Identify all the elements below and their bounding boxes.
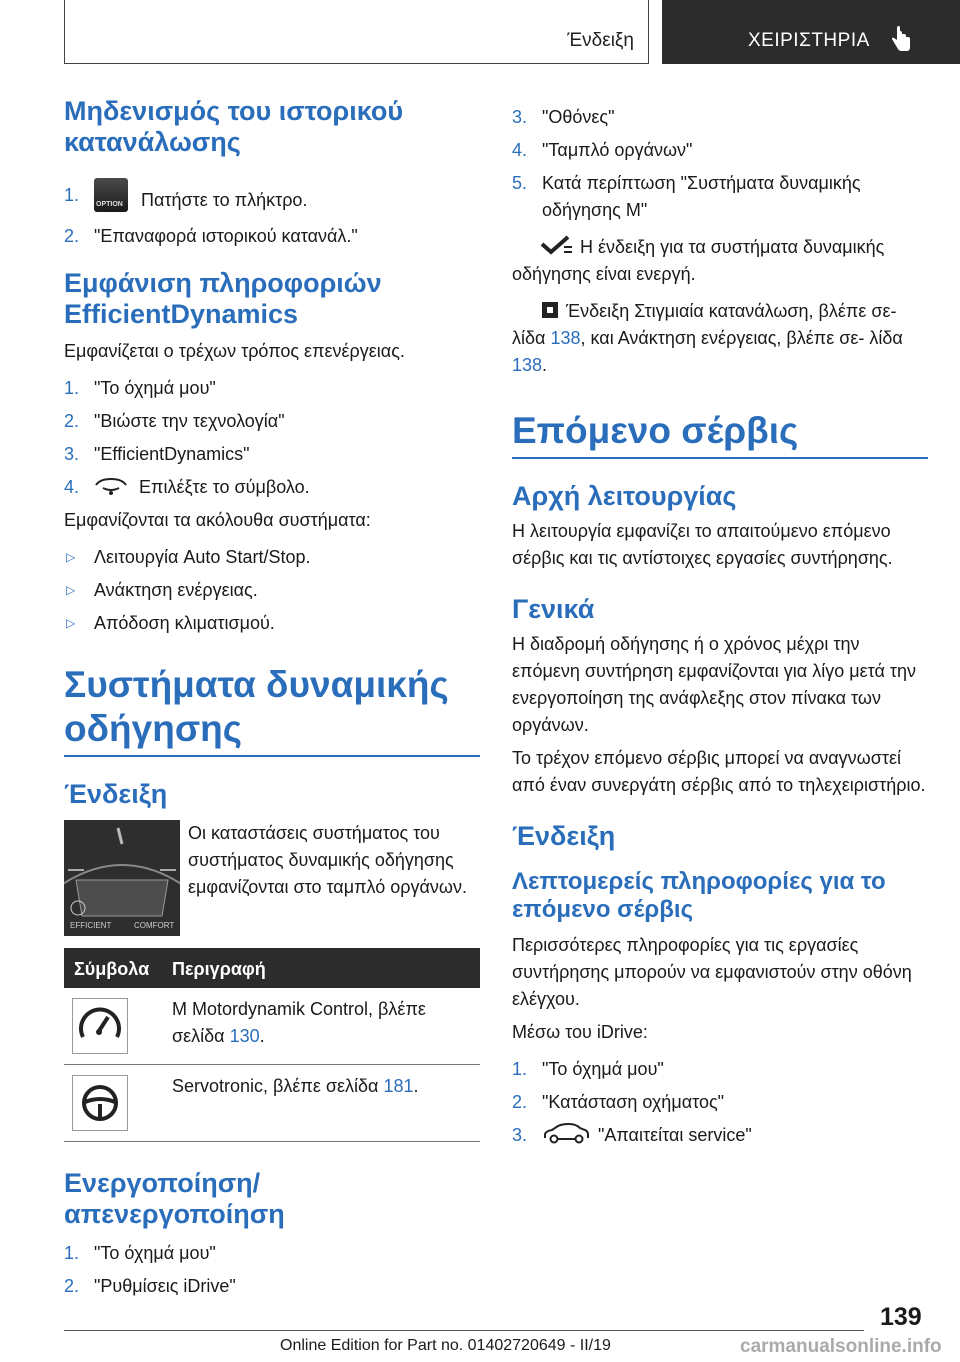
- option-button-icon: OPTION: [94, 178, 128, 212]
- header-section-label: Ένδειξη: [567, 30, 634, 51]
- cluster-label-comfort: COMFORT: [134, 921, 175, 930]
- idrive-intro: Μέσω του iDrive:: [512, 1022, 648, 1042]
- page-link-138-a[interactable]: 138: [550, 328, 581, 348]
- service-display-title: Ένδειξη: [512, 821, 616, 851]
- idrive-step-2: 2. "Κατάσταση οχήματος": [512, 1092, 725, 1112]
- details-text: Περισσότερες πληροφορίες για τις εργασίες συντήρησης μπορούν να εμφανιστούν στην οθόνη ελέγχου.: [512, 935, 912, 1009]
- steering-wheel-icon: [72, 1075, 128, 1131]
- eff-step-2: 2. "Βιώστε την τεχνολογία": [64, 411, 285, 431]
- table-row: [64, 988, 480, 1065]
- reset-step-1: 1. OPTION Πατήστε το πλήκτρο.: [64, 178, 480, 217]
- footer-divider: [64, 1330, 864, 1331]
- gauge-icon: [72, 998, 128, 1054]
- instrument-cluster-image: [64, 820, 180, 936]
- principle-text: Η λειτουργία εμφανίζει το απαιτούμενο επόμενο σέρβις και τις αντίστοιχες εργασίες συντήρησης.: [512, 521, 893, 568]
- eff-step-4: 4. Επιλέξτε το σύμβολο.: [64, 477, 310, 497]
- cont-step-3: 3. "Οθόνες": [512, 107, 615, 127]
- efficient-dynamics-icon: [94, 476, 128, 496]
- car-icon: [542, 1123, 590, 1145]
- reset-step-2: 2. "Επαναφορά ιστορικού κατανάλ.": [64, 226, 358, 246]
- note-active: Η ένδειξη για τα συστήματα δυναμικής οδήγησης είναι ενεργή.: [512, 237, 885, 284]
- next-service-title: Επόμενο σέρβις: [512, 409, 928, 459]
- page-link-181[interactable]: 181: [383, 1076, 414, 1096]
- square-note-icon: [542, 302, 558, 318]
- dyn-display-title: Ένδειξη: [64, 779, 168, 809]
- table-col-description: Περιγραφή: [172, 959, 266, 979]
- watermark: carmanualsonline.info: [740, 1336, 942, 1357]
- eff-system-3: ▷ Απόδοση κλιματισμού.: [66, 613, 275, 633]
- principle-title: Αρχή λειτουργίας: [512, 481, 737, 511]
- reset-history-title: Μηδενισμός του ιστορικού κατανάλωσης: [64, 96, 404, 157]
- note-consumption: Ένδειξη Στιγμιαία κατανάλωση, βλέπε σε- λίδα 138, και Ανάκτηση ενέργειας, βλέπε σε- λίδα 138.: [512, 301, 903, 375]
- right-column: [512, 104, 928, 1149]
- hand-pointer-icon: [890, 26, 912, 52]
- cluster-label-efficient: EFFICIENT: [70, 921, 112, 930]
- details-title: Λεπτομερείς πληροφορίες για το επόμενο σέρβις: [512, 868, 886, 923]
- eff-system-1: ▷ Λειτουργία Auto Start/Stop.: [66, 547, 311, 567]
- eff-systems-intro: Εμφανίζονται τα ακόλουθα συστήματα:: [64, 510, 371, 530]
- cont-step-5: 5. Κατά περίπτωση "Συστήματα δυναμικής οδήγησης M": [512, 173, 861, 220]
- page-link-130[interactable]: 130: [229, 1026, 260, 1046]
- table-row-desc-2: Servotronic, βλέπε σελίδα 181.: [172, 1076, 419, 1096]
- dynamic-driving-title: Συστήματα δυναμικής οδήγησης: [64, 663, 480, 757]
- left-column: [64, 96, 480, 1300]
- efficient-dynamics-intro: Εμφανίζεται ο τρέχων τρόπος επενέργειας.: [64, 341, 405, 361]
- eff-step-3: 3. "EfficientDynamics": [64, 444, 250, 464]
- general-title: Γενικά: [512, 594, 595, 624]
- dyn-display-text: Οι καταστάσεις συστήματος του συστήματος δυναμικής οδήγησης εμφανίζονται στο ταμπλό οργάνων.: [188, 823, 467, 897]
- act-step-1: 1. "Το όχημά μου": [64, 1243, 216, 1263]
- page-link-138-b[interactable]: 138: [512, 355, 543, 375]
- symbols-table-header: [64, 948, 480, 988]
- cont-step-4: 4. "Ταμπλό οργάνων": [512, 140, 693, 160]
- idrive-step-1: 1. "Το όχημά μου": [512, 1059, 664, 1079]
- idrive-step-3: 3. "Απαιτείται service": [512, 1125, 752, 1145]
- act-step-2: 2. "Ρυθμίσεις iDrive": [64, 1276, 236, 1296]
- footer-edition: Online Edition for Part no. 01402720649 - II/19: [280, 1337, 611, 1354]
- eff-system-2: ▷ Ανάκτηση ενέργειας.: [66, 580, 258, 600]
- eff-step-1: 1. "Το όχημά μου": [64, 378, 216, 398]
- header-section-tab: [64, 0, 649, 64]
- checkmark-icon: [540, 235, 574, 255]
- dyn-display-block: [64, 820, 480, 936]
- activation-title: Ενεργοποίηση/απενεργοποίηση: [64, 1168, 285, 1229]
- table-col-symbols: Σύμβολα: [74, 959, 150, 979]
- table-row-desc-1: M Motordynamik Control, βλέπε σελίδα 130.: [172, 999, 426, 1046]
- header-chapter-tab: [662, 0, 960, 64]
- general-text-1: Η διαδρομή οδήγησης ή ο χρόνος μέχρι την επόμενη συντήρηση εμφανίζονται για λίγο μετά την ενεργοποίηση της ανάφλεξης στον πίνακα των οργάνων.: [512, 634, 916, 735]
- page-number: 139: [880, 1303, 922, 1331]
- efficient-dynamics-title: Εμφάνιση πληροφοριών EfficientDynamics: [64, 268, 382, 329]
- general-text-2: Το τρέχον επόμενο σέρβις μπορεί να αναγνωστεί από έναν συνεργάτη σέρβις από το τηλεχειριστήριο.: [512, 748, 926, 795]
- header-chapter-label: ΧΕΙΡΙΣΤΗΡΙΑ: [748, 30, 870, 51]
- table-row: [64, 1065, 480, 1142]
